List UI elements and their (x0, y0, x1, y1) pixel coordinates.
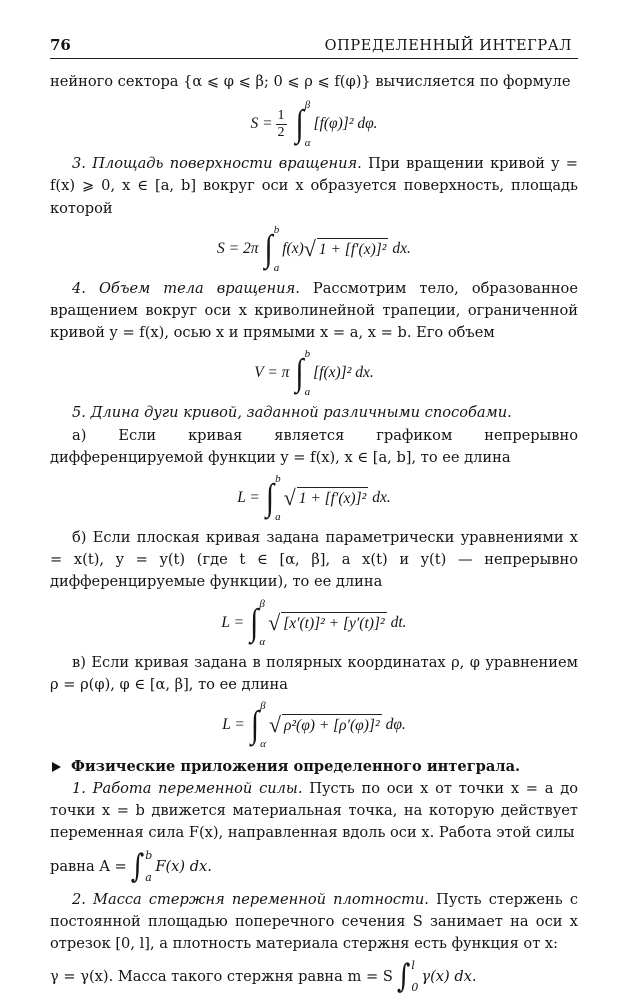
formula-surface-area (50, 224, 578, 274)
formula5-post: dt. (390, 613, 407, 631)
formula-sector-area (50, 99, 578, 149)
triangle-bullet-icon (52, 762, 61, 772)
lower-limit: 0 (411, 981, 419, 995)
upper-limit: b (275, 473, 281, 486)
lower-limit: a (275, 511, 281, 524)
item4-text: Рассмотрим тело, образованное вращением вокруг оси x криволинейной трапеции, ограниченной кривой y = f(x), осью x и прямыми x = a, x = b. Его объем (50, 279, 578, 342)
formula-arc-length-parametric (50, 598, 578, 648)
mass-formula-post: γ(x) dx. (421, 968, 477, 986)
upper-limit: b (304, 348, 311, 361)
formula1-den: 2 (277, 124, 285, 140)
physics-item1-paragraph (50, 778, 578, 845)
integral-sign: ∫ β α (250, 597, 266, 648)
item5-c-text: в) Если кривая задана в полярных координатах ρ, φ уравнением ρ = ρ(φ), φ ∈ [α, β], то ее длина (50, 653, 578, 693)
book-page (50, 36, 578, 999)
physics-item1-text: Пусть по оси x от точки x = a до точки x = b движется материальная точка, на которую действует переменная сила F(x), направленная вдоль оси x. Работа этой силы (50, 780, 578, 842)
square-root: √ ρ²(φ) + [ρ′(φ)]² (268, 712, 380, 738)
formula1-body: [f(φ)]² dφ. (313, 115, 378, 133)
work-formula-pre: равна A = (50, 857, 127, 875)
item4-title: 4. Объем тела вращения. (72, 279, 300, 297)
item3-title: 3. Площадь поверхности вращения. (72, 155, 362, 173)
mass-formula-pre: γ = γ(x). Масса такого стержня равна m = S (50, 968, 393, 986)
formula2-post: dx. (392, 239, 411, 257)
formula4-post: dx. (372, 489, 391, 507)
item4-paragraph (50, 278, 578, 345)
intro-text: нейного сектора {α ⩽ φ ⩽ β; 0 ⩽ ρ ⩽ f(φ)} вычисляется по формуле (50, 73, 571, 90)
work-formula-post: F(x) dx. (155, 857, 212, 875)
square-root: √ 1 + [f′(x)]² (303, 235, 387, 261)
square-root: √ [x′(t)]² + [y′(t)]² (268, 609, 385, 635)
formula-volume (50, 348, 578, 398)
formula2-lhs: S = 2π (217, 239, 259, 257)
integral-sign: ∫ l 0 (397, 955, 419, 999)
physics-item2-paragraph (50, 889, 578, 956)
formula-arc-length-explicit (50, 473, 578, 523)
lower-limit: a (273, 261, 280, 274)
square-root: √ 1 + [f′(x)]² (283, 485, 367, 511)
formula3-lhs: V = π (254, 364, 290, 382)
physics-heading (50, 756, 578, 778)
formula2-pre: f(x) (282, 239, 304, 257)
item5-title: 5. Длина дуги кривой, заданной различными способами. (72, 404, 512, 422)
upper-limit: β (260, 700, 266, 713)
integral-sign: ∫ b a (264, 223, 280, 274)
formula4-radicand: 1 + [f′(x)]² (297, 487, 369, 509)
physics-item2-tail (50, 955, 578, 999)
physics-item2-text: Пусть стержень с постоянной площадью поперечного сечения S занимает на оси x отрезок [0, l], а плотность материала стержня есть функция от x: (50, 890, 579, 953)
formula2-radicand: 1 + [f′(x)]² (317, 238, 389, 260)
page-number: 76 (50, 36, 71, 54)
lower-limit: a (304, 386, 311, 399)
physics-item1-tail (50, 845, 578, 889)
physics-item1-title: 1. Работа переменной силы. (72, 780, 303, 798)
lower-limit: α (260, 738, 266, 751)
formula6-lhs: L = (222, 716, 245, 734)
upper-limit: b (145, 848, 153, 862)
formula-arc-length-polar (50, 700, 578, 750)
formula4-lhs: L = (237, 489, 260, 507)
item3-paragraph (50, 153, 578, 220)
running-title: ОПРЕДЕЛЕННЫЙ ИНТЕГРАЛ (324, 38, 572, 54)
upper-limit: β (259, 597, 265, 610)
integral-sign: ∫ b a (131, 845, 153, 889)
lower-limit: α (304, 137, 311, 150)
page-header (50, 36, 578, 59)
lower-limit: a (145, 870, 152, 884)
formula5-radicand: [x′(t)]² + [y′(t)]² (281, 612, 386, 634)
integral-sign: ∫ b a (265, 473, 281, 524)
upper-limit: l (411, 959, 415, 973)
item3-text: При вращении кривой y = f(x) ⩾ 0, x ∈ [a, b] вокруг оси x образуется поверхность, площадь которой (50, 155, 578, 217)
item5-b-text: б) Если плоская кривая задана параметрически уравнениями x = x(t), y = y(t) (где t ∈ [α, β], а x(t) и y(t) — непрерывно дифференцируемые функции), то ее длина (50, 529, 578, 591)
lower-limit: α (259, 635, 266, 648)
item5-a-text: а) Если кривая является графиком непрерывно дифференцируемой функции y = f(x), x ∈ [a, b], то ее длина (50, 426, 578, 466)
upper-limit: β (304, 99, 311, 112)
formula1-lhs: S = (250, 115, 273, 133)
upper-limit: b (273, 223, 280, 236)
integral-sign: ∫ b a (295, 348, 311, 399)
formula6-post: dφ. (385, 716, 406, 734)
integral-sign: ∫ β α (295, 99, 311, 150)
formula5-lhs: L = (221, 613, 245, 631)
formula3-body: [f(x)]² dx. (313, 364, 374, 382)
physics-heading-text: Физические приложения определенного интеграла. (71, 758, 521, 776)
formula1-fraction (276, 108, 287, 141)
formula1-num: 1 (277, 107, 285, 123)
formula6-radicand: ρ²(φ) + [ρ′(φ)]² (282, 714, 382, 736)
physics-item2-title: 2. Масса стержня переменной плотности. (72, 890, 429, 908)
integral-sign: ∫ β α (250, 700, 266, 751)
